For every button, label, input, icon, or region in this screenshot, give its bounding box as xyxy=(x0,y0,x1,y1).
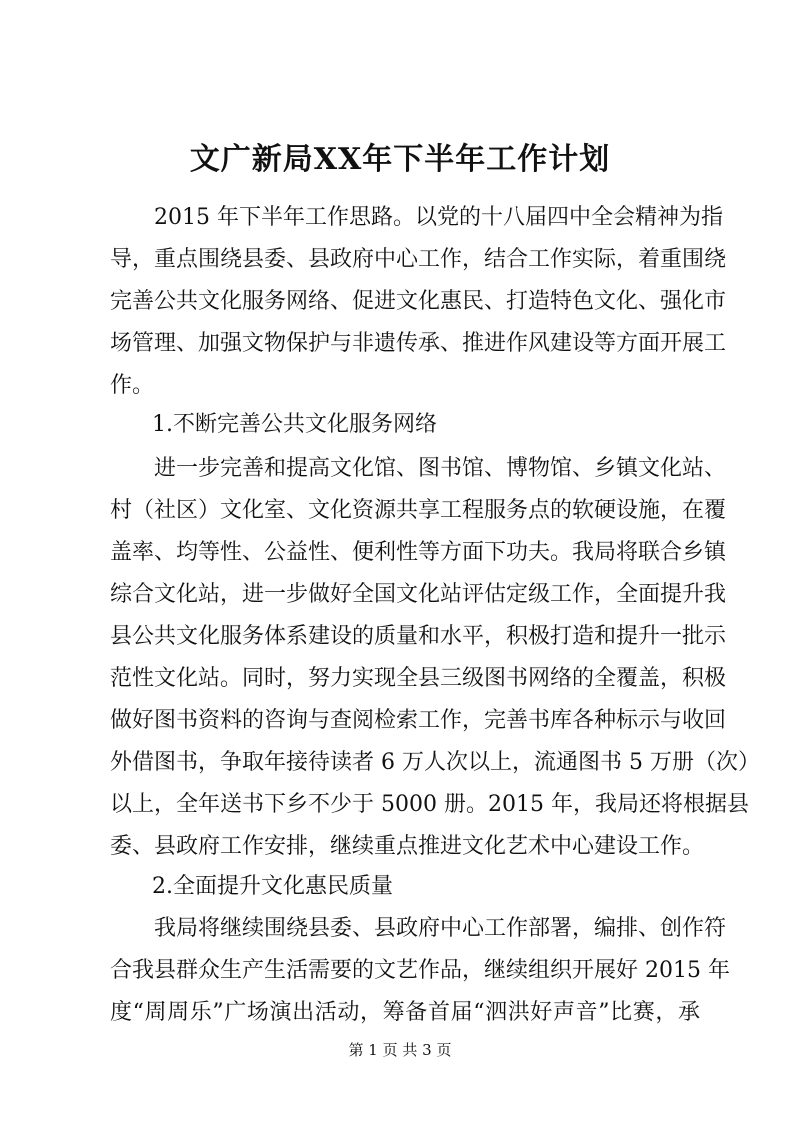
paragraph-line: 我局将继续围绕县委、县政府中心工作部署，编排、创作符 xyxy=(154,916,727,941)
paragraph-line: 作。 xyxy=(110,373,155,398)
section-heading: 1.不断完善公共文化服务网络 xyxy=(152,412,437,437)
document-title: 文广新局XX年下半年工作计划 xyxy=(189,142,611,177)
paragraph-line: 以上，全年送书下乡不少于 5000 册。2015 年，我局还将根据县 xyxy=(110,792,749,817)
paragraph-line: 做好图书资料的咨询与查阅检索工作，完善书库各种标示与收回 xyxy=(110,708,727,733)
paragraph-line: 导，重点围绕县委、县政府中心工作，结合工作实际，着重围绕 xyxy=(110,247,727,272)
paragraph-line: 综合文化站，进一步做好全国文化站评估定级工作，全面提升我 xyxy=(110,582,727,607)
paragraph-line: 合我县群众生产生活需要的文艺作品，继续组织开展好 2015 年 xyxy=(110,958,730,983)
paragraph-line: 2015 年下半年工作思路。以党的十八届四中全会精神为指 xyxy=(154,205,723,230)
paragraph-line: 完善公共文化服务网络、促进文化惠民、打造特色文化、强化市 xyxy=(110,289,727,314)
page-footer: 第 1 页 共 3 页 xyxy=(348,1041,452,1059)
section-heading: 2.全面提升文化惠民质量 xyxy=(152,874,393,899)
paragraph-line: 进一步完善和提高文化馆、图书馆、博物馆、乡镇文化站、 xyxy=(154,456,727,481)
paragraph-line: 县公共文化服务体系建设的质量和水平，积极打造和提升一批示 xyxy=(110,624,727,649)
paragraph-line: 村（社区）文化室、文化资源共享工程服务点的软硬设施，在覆 xyxy=(110,498,727,523)
paragraph-line: 场管理、加强文物保护与非遗传承、推进作风建设等方面开展工 xyxy=(110,331,727,356)
paragraph-line: 盖率、均等性、公益性、便利性等方面下功夫。我局将联合乡镇 xyxy=(110,540,727,565)
paragraph-line: 范性文化站。同时，努力实现全县三级图书网络的全覆盖，积极 xyxy=(110,666,727,691)
paragraph-line: 度“周周乐”广场演出活动，筹备首届“泗洪好声音”比赛，承 xyxy=(110,1000,700,1025)
paragraph-line: 委、县政府工作安排，继续重点推进文化艺术中心建设工作。 xyxy=(110,834,705,859)
paragraph-line: 外借图书，争取年接待读者 6 万人次以上，流通图书 5 万册（次） xyxy=(110,750,760,775)
